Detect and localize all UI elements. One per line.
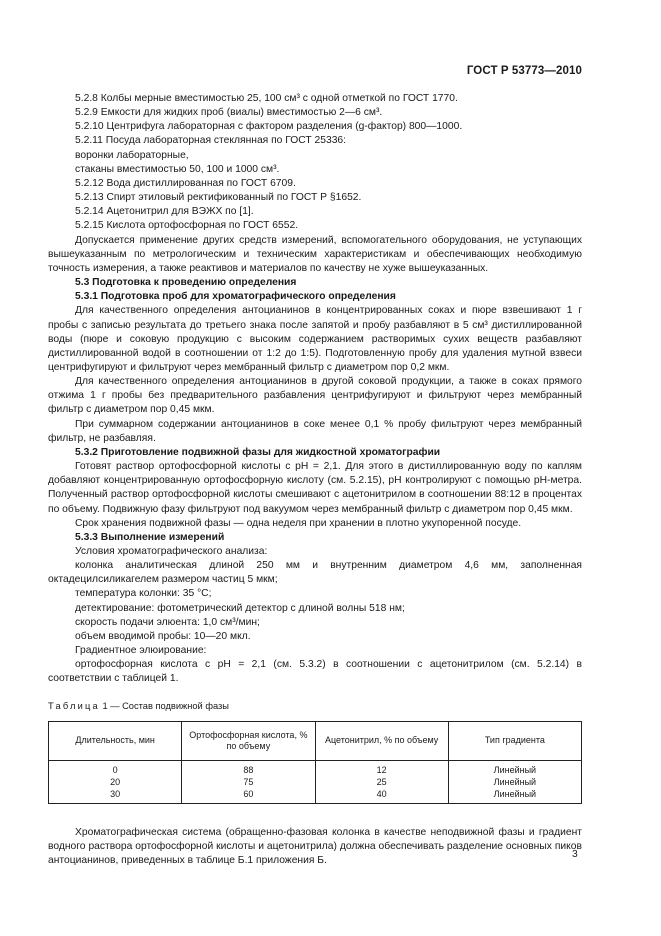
header-acetonitrile: Ацетонитрил, % по объему: [315, 721, 448, 760]
allowed-paragraph: Допускается применение других средств измерений, вспомогательного оборудования, не уступающих вышеуказанным по метрологическим и техническим характеристикам и обеспечивающих необходимую точность измерения, а также реактивов и материалов по качеству не хуже вышеуказанных.: [48, 234, 582, 274]
page-number: 3: [572, 849, 578, 860]
table-caption: [48, 699, 582, 713]
table-header-row: [49, 721, 582, 760]
condition-gradient: ортофосфорная кислота с pH = 2,1 (см. 5.3.2) в соотношении с ацетонитрилом (см. 5.2.14) в соответствии с таблицей 1.: [48, 659, 582, 685]
paragraph-5-3-1-a: Для качественного определения антоцианинов в концентрированных соках и пюре взвешивают 1 г пробы с записью результата до третьего знака после запятой и пробу разбавляют в 5 см³ дистиллированной воды (пюре и соковую продукцию с высоким содержанием растворимых сухих веществ разбавляют дистиллированной водой в соотношении от 1:2 до 1:5). Подготовленную пробу для удаления мутной взвеси центрифугируют и фильтруют через мембранный фильтр с диаметром пор 0,2 мкм.: [48, 305, 582, 373]
paragraph-5-3-2-a: Готовят раствор ортофосфорной кислоты с pH = 2,1. Для этого в дистиллированную воду по каплям добавляют концентрированную ортофосфорную кислоту (см. 5.2.15), pH контролируют с помощью pH-метра. Полученный раствор ортофосфорной кислоты смешивают с ацетонитрилом в соотношении 88:12 в процентах по объему. Подвижную фазу фильтруют под вакуумом через мембранный фильтр с диаметром пор 0,45 мкм.: [48, 461, 582, 515]
condition-injection-volume: объем вводимой пробы: 10—20 мкл.: [75, 630, 251, 642]
item-5-2-14: 5.2.14 Ацетонитрил для ВЭЖХ по [1].: [75, 206, 254, 218]
cell-duration: 0: [49, 760, 182, 777]
condition-temperature: температура колонки: 35 °С;: [75, 588, 212, 600]
document-header: ГОСТ Р 53773—2010: [466, 65, 582, 77]
section-5-3-heading: 5.3 Подготовка к проведению определения: [75, 277, 297, 289]
cell-phosphoric-acid: 88: [182, 760, 315, 777]
table-caption-word: Таблица: [48, 700, 100, 711]
condition-detection: детектирование: фотометрический детектор с длиной волны 518 нм;: [75, 602, 405, 614]
mobile-phase-table: [48, 721, 582, 804]
item-5-2-13: 5.2.13 Спирт этиловый ректификованный по ГОСТ Р §1652.: [75, 192, 362, 204]
item-5-2-15: 5.2.15 Кислота ортофосфорная по ГОСТ 6552.: [75, 220, 299, 232]
item-5-2-11-funnels: воронки лабораторные,: [75, 149, 189, 161]
cell-phosphoric-acid: 60: [182, 789, 315, 804]
chromatography-system-paragraph: Хроматографическая система (обращенно-фазовая колонка в качестве неподвижной фазы и градиент водного раствора ортофосфорной кислоты и ацетонитрила) должна обеспечивать разделение основных пиков антоцианинов, приведенных в таблице Б.1 приложения Б.: [48, 826, 582, 867]
cell-gradient-type: Линейный: [448, 777, 581, 789]
cell-phosphoric-acid: 75: [182, 777, 315, 789]
table-row: [49, 777, 582, 789]
header-phosphoric-acid: Ортофосфорная кислота, % по объему: [182, 721, 315, 760]
condition-column: колонка аналитическая длиной 250 мм и внутренним диаметром 4,6 мм, заполненная октадецилсиликагелем размером частиц 5 мкм;: [48, 560, 582, 586]
paragraph-5-3-1-c: При суммарном содержании антоцианинов в соке менее 0,1 % пробу фильтруют через мембранный фильтр, не разбавляя.: [48, 418, 582, 444]
section-5-3-2-heading: 5.3.2 Приготовление подвижной фазы для жидкостной хроматографии: [75, 446, 441, 458]
item-5-2-11: 5.2.11 Посуда лабораторная стеклянная по ГОСТ 25336:: [75, 135, 347, 147]
item-5-2-9: 5.2.9 Емкости для жидких проб (виалы) вместимостью 2—6 см³.: [75, 107, 383, 119]
cell-acetonitrile: 25: [315, 777, 448, 789]
cell-acetonitrile: 12: [315, 760, 448, 777]
table-caption-text: 1 — Состав подвижной фазы: [102, 700, 229, 711]
item-5-2-11-beakers: стаканы вместимостью 50, 100 и 1000 см³.: [75, 163, 280, 175]
section-5-3-1-heading: 5.3.1 Подготовка проб для хроматографического определения: [75, 291, 396, 303]
cell-duration: 30: [49, 789, 182, 804]
header-gradient-type: Тип градиента: [448, 721, 581, 760]
paragraph-5-3-1-b: Для качественного определения антоцианинов в другой соковой продукции, а также в соках прямого отжима 1 г пробы без предварительного разбавления центрифугируют и фильтруют через мембранный фильтр с диаметром пор 0,45 мкм.: [48, 376, 582, 416]
header-duration: Длительность, мин: [49, 721, 182, 760]
conditions-intro: Условия хроматографического анализа:: [75, 546, 268, 557]
section-5-3-3-heading: 5.3.3 Выполнение измерений: [75, 531, 225, 543]
paragraph-5-3-2-b: Срок хранения подвижной фазы — одна неделя при хранении в плотно укупоренной посуде.: [75, 517, 522, 529]
cell-acetonitrile: 40: [315, 789, 448, 804]
item-5-2-12: 5.2.12 Вода дистиллированная по ГОСТ 6709.: [75, 177, 296, 189]
cell-gradient-type: Линейный: [448, 789, 581, 804]
condition-flow-rate: скорость подачи элюента: 1,0 см³/мин;: [75, 616, 260, 628]
page-content: [48, 92, 582, 868]
table-row: [49, 789, 582, 804]
cell-duration: 20: [49, 777, 182, 789]
cell-gradient-type: Линейный: [448, 760, 581, 777]
item-5-2-8: 5.2.8 Колбы мерные вместимостью 25, 100 см³ с одной отметкой по ГОСТ 1770.: [75, 93, 458, 104]
condition-gradient-intro: Градиентное элюирование:: [75, 645, 207, 657]
item-5-2-10: 5.2.10 Центрифуга лабораторная с фактором разделения (g-фактор) 800—1000.: [75, 121, 463, 133]
table-row: [49, 760, 582, 777]
